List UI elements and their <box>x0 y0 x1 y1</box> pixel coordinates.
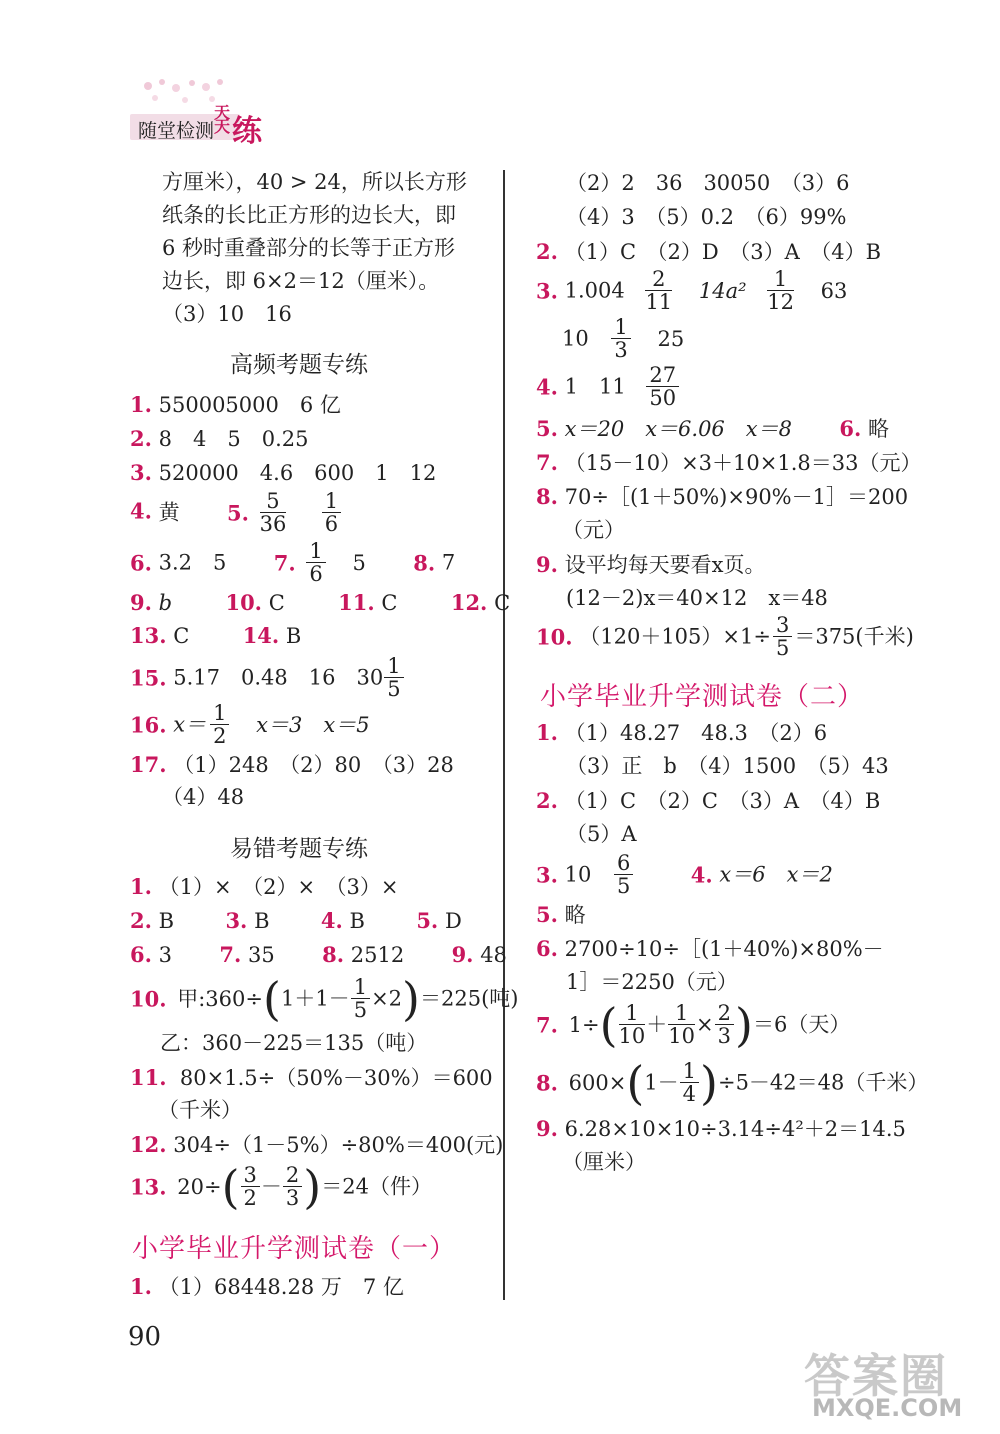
answer-text: ＝24（件） <box>321 1174 432 1199</box>
paren-close: ) <box>402 972 420 1027</box>
answer-a16 <box>130 702 370 748</box>
item-number: 7. <box>536 1012 558 1038</box>
answer-p3-p4 <box>536 852 833 898</box>
item-number: 7. <box>219 942 242 967</box>
answer-p6-cont: 1］＝2250（元） <box>566 970 738 994</box>
fraction: $\frac{2}{11}$ <box>645 267 673 315</box>
answer-r1-cont: （2）2 36 30050 （3）6 <box>566 171 850 195</box>
fraction: $\frac{3}{5}$ <box>773 614 792 660</box>
item-number: 5. <box>536 902 558 927</box>
item-number: 3. <box>536 862 558 888</box>
answer-a6-a8 <box>130 540 455 586</box>
paren-open: ( <box>599 998 618 1053</box>
item-number: 12. <box>130 1132 167 1157</box>
section-title-exam-2: 小学毕业升学测试卷（二） <box>540 682 865 712</box>
answer-text: ＝6（天） <box>752 1012 851 1037</box>
item-number: 2. <box>130 908 152 933</box>
fraction: $\frac{2}{3}$ <box>283 1164 302 1210</box>
answer-r7 <box>536 452 921 474</box>
answer-text: ＋ <box>646 1012 668 1037</box>
answer-r5-r6 <box>536 418 889 440</box>
answer-p2 <box>536 790 880 812</box>
item-number: 9. <box>451 942 474 967</box>
item-number: 15. <box>130 665 167 691</box>
answer-p6 <box>536 938 884 960</box>
answer-text: 2512 <box>350 943 405 967</box>
answer-text: 设平均每天要看x页。 <box>564 553 766 577</box>
answer-text: 10 <box>564 862 592 887</box>
answer-text: 5 <box>352 550 366 575</box>
answer-text: 48 <box>480 943 507 967</box>
answer-text: 略 <box>564 903 586 927</box>
answer-text: （15－10）×3＋10×1.8＝33（元） <box>564 451 922 475</box>
answer-text: ×2 <box>371 986 403 1011</box>
answer-p1 <box>536 722 827 744</box>
answer-p2-cont: （5）A <box>566 822 637 846</box>
answer-c1 <box>130 1276 404 1298</box>
item-number: 9. <box>536 552 558 577</box>
item-number: 6. <box>536 936 558 961</box>
answer-text: 70÷［(1＋50%)×90%－1］＝200 <box>564 485 909 509</box>
answer-text: 1－ <box>644 1070 679 1095</box>
answer-p9 <box>536 1118 906 1140</box>
answer-text: 5.17 0.48 16 30 <box>173 665 384 690</box>
item-number: 13. <box>130 1174 167 1200</box>
answer-text: x＝20 x＝6.06 x＝8 <box>564 417 792 441</box>
watermark <box>800 1340 990 1420</box>
paren-close: ) <box>735 998 753 1053</box>
column-divider <box>503 170 505 1300</box>
answer-text: x＝6 x＝2 <box>719 862 833 887</box>
answer-b11 <box>130 1067 493 1089</box>
fraction: $\frac{5}{36}$ <box>259 489 287 537</box>
item-number: 8. <box>536 484 558 509</box>
item-number: 9. <box>536 1116 558 1141</box>
item-number: 1. <box>130 392 152 417</box>
answer-r1-cont2: （4）3 （5）0.2 （6）99% <box>566 205 847 229</box>
answer-p5 <box>536 904 586 926</box>
answer-text: （120＋105）×1÷ <box>579 624 771 649</box>
item-number: 13. <box>130 623 167 648</box>
answer-text: C <box>494 591 511 615</box>
answer-text: 甲:360÷ <box>177 986 263 1011</box>
watermark-main: 答案圈 <box>804 1349 948 1403</box>
answer-text: 6.28×10×10÷3.14÷4²＋2＝14.5 <box>564 1117 906 1141</box>
answer-a1 <box>130 394 341 416</box>
item-number: 4. <box>690 862 713 888</box>
answer-text: 2700÷10÷［(1＋40%)×80%－ <box>564 937 884 961</box>
paren-open: ( <box>221 1160 240 1215</box>
answer-a17-cont: （4）48 <box>162 785 245 809</box>
answer-text: × <box>696 1012 714 1037</box>
answer-a2 <box>130 428 308 450</box>
item-number: 1. <box>130 874 152 899</box>
answer-text: ＝375(千米) <box>794 624 914 649</box>
page-number: 90 <box>128 1322 162 1352</box>
answer-text: 3 <box>158 943 172 967</box>
item-number: 10. <box>130 986 167 1012</box>
answer-a3 <box>130 462 436 484</box>
fraction: $\frac{1}{12}$ <box>767 267 794 315</box>
answer-a9-a12 <box>130 592 510 614</box>
fraction: $\frac{3}{2}$ <box>241 1164 260 1210</box>
fraction: $\frac{1}{6}$ <box>322 490 341 536</box>
answer-text: x＝3 x＝5 <box>256 712 370 737</box>
answer-text: （1）68448.28 万 7 亿 <box>158 1275 404 1299</box>
answer-b11-cont: （千米） <box>158 1098 242 1122</box>
item-number: 10. <box>536 624 573 650</box>
fraction: $\frac{1}{5}$ <box>384 655 403 701</box>
item-number: 1. <box>130 1274 152 1299</box>
logo-decoration-icon <box>140 76 230 106</box>
answer-text: （1）48.27 48.3 （2）6 <box>564 721 828 745</box>
fraction: $\frac{1}{10}$ <box>668 1001 696 1049</box>
answer-text: 25 <box>657 326 685 351</box>
fraction: $\frac{1}{3}$ <box>611 316 630 362</box>
item-number: 12. <box>450 590 488 615</box>
item-number: 3. <box>536 278 558 304</box>
answer-text: C <box>268 591 285 615</box>
fraction: $\frac{1}{2}$ <box>210 702 229 748</box>
answer-r3-cont <box>562 316 684 362</box>
answer-text: B <box>349 909 365 933</box>
watermark-sub: MXQE.COM <box>812 1394 963 1422</box>
answer-text: B <box>285 624 302 648</box>
fraction: $\frac{1}{6}$ <box>306 540 325 586</box>
answer-text: 3.2 5 <box>158 550 227 575</box>
answer-text: 1＋1－ <box>280 986 350 1011</box>
fraction: $\frac{1}{4}$ <box>680 1060 699 1106</box>
intro-line-3: 6 秒时重叠部分的长等于正方形 <box>162 236 456 260</box>
intro-line-2: 纸条的长比正方形的边长大，即 <box>162 203 456 227</box>
paren-open: ( <box>263 972 281 1027</box>
answer-text: （1）248 （2）80 （3）28 <box>173 753 454 777</box>
answer-text: － <box>260 1174 282 1199</box>
answer-r4 <box>536 364 683 410</box>
answer-p9-cont: （厘米） <box>562 1150 646 1174</box>
answer-text: 1 11 <box>564 374 626 399</box>
intro-line-5: （3）10 16 <box>162 302 292 326</box>
answer-r8 <box>536 486 908 508</box>
item-number: 4. <box>320 908 343 933</box>
item-number: 5. <box>227 500 249 526</box>
logo-tian: 天天 <box>214 103 231 136</box>
answer-text: ÷5－42＝48（千米） <box>717 1070 929 1095</box>
answer-p8 <box>536 1056 929 1111</box>
answer-text: b <box>158 591 173 615</box>
answer-text: 304÷（1－5%）÷80%＝400(元) <box>173 1133 504 1157</box>
answer-text: D <box>444 909 462 933</box>
answer-text: 7 <box>441 550 456 575</box>
answer-a15 <box>130 655 408 701</box>
answer-text: 1.004 <box>564 278 625 303</box>
answer-text: （1）C （2）D （3）A （4）B <box>564 240 882 264</box>
item-number: 6. <box>839 416 862 441</box>
answer-text: B <box>254 909 270 933</box>
logo-lian: 练 <box>232 114 262 149</box>
item-number: 7. <box>536 450 558 475</box>
answer-a17 <box>130 754 454 776</box>
item-number: 6. <box>130 942 152 967</box>
item-number: 3. <box>130 460 152 485</box>
answer-text: 8 4 5 0.25 <box>158 427 309 451</box>
item-number: 1. <box>536 720 558 745</box>
fraction: $\frac{1}{10}$ <box>618 1001 646 1049</box>
section-title-exam-1: 小学毕业升学测试卷（一） <box>132 1234 457 1264</box>
paren-open: ( <box>626 1056 645 1111</box>
item-number: 9. <box>130 590 152 615</box>
answer-a4-a5 <box>130 490 345 536</box>
answer-b1 <box>130 876 399 898</box>
intro-line-4: 边长，即 6×2＝12（厘米）。 <box>162 269 440 293</box>
answer-text: C <box>381 591 398 615</box>
answer-b12 <box>130 1134 503 1156</box>
answer-p1-cont: （3）正 b （4）1500 （5）43 <box>566 754 889 778</box>
answer-r9 <box>536 554 765 576</box>
section-title-frequent: 高频考题专练 <box>230 352 368 378</box>
answer-text: 63 <box>820 278 848 303</box>
fraction: $\frac{27}{50}$ <box>646 364 679 410</box>
answer-text: 1÷ <box>568 1012 600 1037</box>
item-number: 14. <box>242 623 280 648</box>
answer-b2-b5 <box>130 910 462 932</box>
answer-r10 <box>536 614 914 660</box>
answer-b10-cont: 乙：360－225＝135（吨） <box>160 1031 428 1055</box>
answer-r9-cont: (12－2)x＝40×12 x＝48 <box>566 586 828 610</box>
answer-text: 14a² <box>698 278 747 303</box>
answer-text: ＝225(吨) <box>419 986 519 1011</box>
answer-b6-b9 <box>130 944 507 966</box>
item-number: 8. <box>536 1070 558 1096</box>
answer-text: 550005000 6 亿 <box>158 393 341 417</box>
answer-text: C <box>173 624 190 648</box>
answer-text: 520000 4.6 600 1 12 <box>158 461 437 485</box>
answer-r3 <box>536 268 847 314</box>
answer-text: B <box>158 909 175 933</box>
item-number: 5. <box>536 416 558 441</box>
item-number: 5. <box>416 908 439 933</box>
item-number: 6. <box>130 550 152 576</box>
answer-text: 黄 <box>158 500 180 525</box>
answer-text: 80×1.5÷（50%－30%）＝600 <box>179 1066 493 1090</box>
answer-text: 10 <box>562 326 589 351</box>
fraction: $\frac{2}{3}$ <box>715 1002 734 1048</box>
item-number: 7. <box>273 550 296 576</box>
answer-text: 20÷ <box>177 1174 222 1199</box>
item-number: 2. <box>536 788 558 813</box>
paren-close: ) <box>700 1056 718 1111</box>
answer-p7 <box>536 998 851 1053</box>
answer-text: 略 <box>868 417 889 441</box>
answer-text: x＝ <box>173 712 207 737</box>
item-number: 11. <box>338 590 375 615</box>
item-number: 4. <box>536 374 558 400</box>
item-number: 11. <box>130 1065 167 1090</box>
item-number: 16. <box>130 712 167 738</box>
answer-b13 <box>130 1160 432 1215</box>
item-number: 17. <box>130 752 167 777</box>
item-number: 8. <box>322 942 345 967</box>
fraction: $\frac{6}{5}$ <box>614 852 633 898</box>
fraction: $\frac{1}{5}$ <box>351 976 370 1022</box>
answer-text: （1）× （2）× （3）× <box>158 875 399 899</box>
answer-text: （1）C （2）C （3）A （4）B <box>564 789 881 813</box>
section-title-error-prone: 易错考题专练 <box>230 836 368 862</box>
item-number: 8. <box>413 550 436 576</box>
item-number: 2. <box>536 239 558 264</box>
series-name: 随堂检测 <box>138 120 215 142</box>
answer-b10 <box>130 972 519 1027</box>
item-number: 10. <box>225 590 262 615</box>
answer-r2 <box>536 241 881 263</box>
answer-a13-a14 <box>130 625 301 647</box>
paren-close: ) <box>303 1160 322 1215</box>
item-number: 4. <box>130 498 152 524</box>
item-number: 3. <box>225 908 248 933</box>
answer-text: 35 <box>248 943 275 967</box>
answer-text: 600× <box>568 1070 627 1095</box>
item-number: 2. <box>130 426 152 451</box>
intro-line-1: 方厘米），40 > 24，所以长方形 <box>162 170 467 194</box>
answer-r8-cont: （元） <box>562 518 625 542</box>
